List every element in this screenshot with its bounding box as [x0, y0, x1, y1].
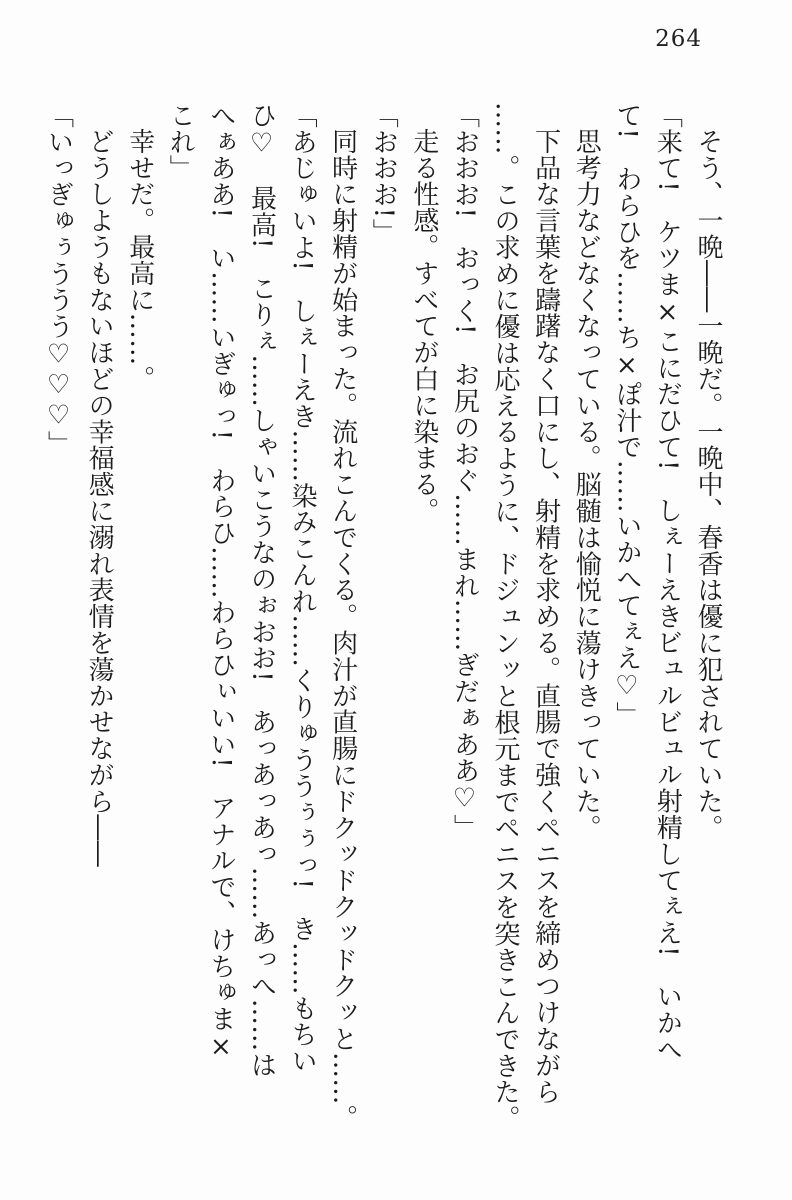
text-line: ひ♡ 最高! こりぇ……しゃいこうなのぉおお! あっあっあっ……あっへ……は [246, 102, 277, 1079]
text-line: 「おおお!」 [368, 102, 399, 245]
text-line: 幸せだ。最高に……。 [124, 128, 155, 392]
text-line: これ」 [165, 102, 196, 182]
text-line: ……。この求めに優は応えるように、ドジュンッと根元までペニスを突きこんできた。 [490, 102, 521, 1132]
text-line: て! わらひを……ち×ぽ汁で……いかへてぇえ♡」 [611, 102, 642, 729]
page-number: 264 [655, 26, 702, 52]
text-line: 下品な言葉を躊躇なく口にし、射精を求める。直腸で強くペニスを締めつけながら [530, 128, 561, 1105]
text-line: へぁああ! い……いぎゅっ! わらひ……わらひぃいい! アナルで、けちゅま× [205, 102, 236, 1063]
text-line: 「おおお! おっく! お尻のおぐ……まれ……ぎだぁああ♡」 [449, 102, 480, 841]
text-line: 「あじゅいよ! しぇーえき……染みこんれ……くりゅううぅぅっ! き……もちい [287, 102, 318, 1075]
text-line: 「いっぎゅぅううう♡♡♡」 [43, 102, 74, 458]
text-line: 同時に射精が始まった。流れこんでくる。肉汁が直腸にドクッドクッドクッと……。 [327, 128, 358, 1132]
text-line: 走る性感。すべてが白に染まる。 [408, 128, 439, 524]
text-line: そう、一晩――一晩だ。一晩中、春香は優に犯されていた。 [693, 128, 723, 841]
text-line: 「来て! ケツま×こにだひて! しぇーえきビュルビュル射精してぇえ! いかへ [652, 102, 683, 1063]
text-line: どうしようもないほどの幸福感に溺れ表情を蕩かせながら―― [84, 128, 115, 868]
vertical-text-block [38, 102, 728, 1148]
text-line: 思考力などなくなっている。脳髄は愉悦に蕩けきっていた。 [571, 128, 602, 841]
